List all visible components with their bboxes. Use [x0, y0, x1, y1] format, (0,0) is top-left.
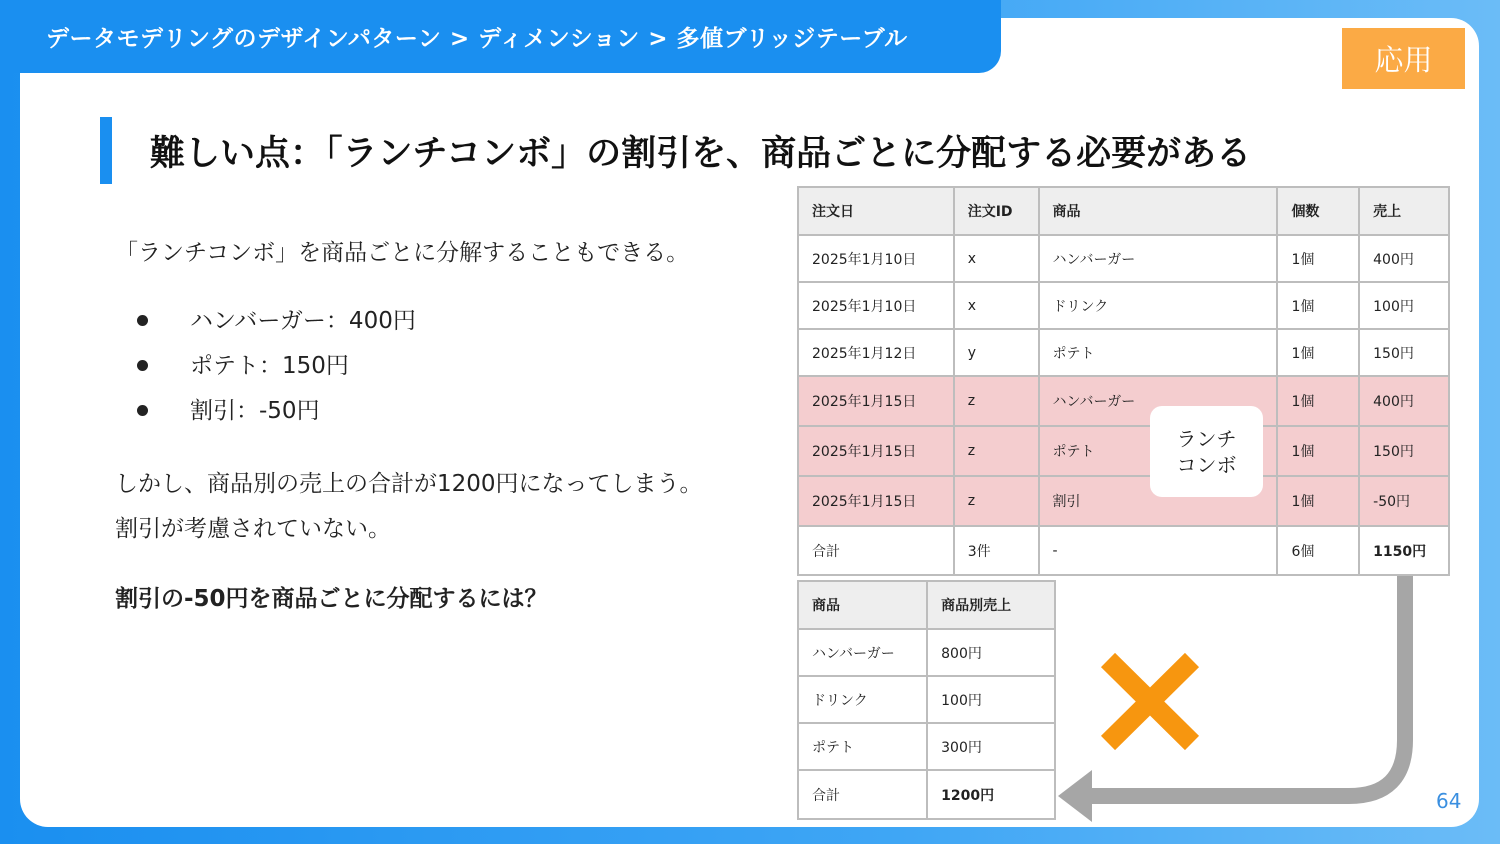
table-cell: 2025年1月15日: [798, 426, 954, 476]
table-cell: 3件: [954, 526, 1039, 575]
problem-text-2: 割引が考慮されていない。: [115, 516, 391, 542]
table-cell: ドリンク: [1039, 282, 1278, 329]
table-cell: 1個: [1277, 282, 1359, 329]
table-cell: 合計: [798, 770, 927, 819]
table-cell: ポテト: [798, 723, 927, 770]
table-cell: x: [954, 235, 1039, 282]
table-cell: y: [954, 329, 1039, 376]
header-cell: 商品: [798, 581, 927, 629]
table-cell: 2025年1月15日: [798, 376, 954, 426]
header-cell: 注文ID: [954, 187, 1039, 235]
question-text: 割引の-50円を商品ごとに分配するには？: [115, 586, 548, 612]
table-cell: 300円: [927, 723, 1055, 770]
table-cell: ポテト: [1039, 329, 1278, 376]
table-cell: 1個: [1277, 329, 1359, 376]
header-cell: 商品: [1039, 187, 1278, 235]
table-cell: 1個: [1277, 476, 1359, 526]
bullet-item: ハンバーガー：400円: [135, 302, 416, 347]
table-cell: 1個: [1277, 426, 1359, 476]
cross-icon: [1108, 660, 1192, 743]
table-cell: 2025年1月15日: [798, 476, 954, 526]
table-cell: 800円: [927, 629, 1055, 676]
table-cell: -: [1039, 526, 1278, 575]
table-cell: 150円: [1359, 426, 1449, 476]
table-cell: 割引: [1039, 476, 1278, 526]
table-cell: 2025年1月10日: [798, 282, 954, 329]
table-cell: ハンバーガー: [798, 629, 927, 676]
table-cell: 1個: [1277, 235, 1359, 282]
table-cell: ポテト: [1039, 426, 1278, 476]
table-cell: 1200円: [927, 770, 1055, 819]
table-cell: 400円: [1359, 235, 1449, 282]
table-cell: ドリンク: [798, 676, 927, 723]
table-cell: 400円: [1359, 376, 1449, 426]
table-cell: 100円: [927, 676, 1055, 723]
problem-text: しかし、商品別の売上の合計が1200円になってしまう。: [115, 471, 703, 497]
table-cell: 合計: [798, 526, 954, 575]
header-cell: 売上: [1359, 187, 1449, 235]
table-cell: 6個: [1277, 526, 1359, 575]
header-cell: 注文日: [798, 187, 954, 235]
table-cell: 150円: [1359, 329, 1449, 376]
page-number: 64: [1436, 789, 1462, 813]
table-cell: 2025年1月10日: [798, 235, 954, 282]
level-tag: 応用: [1342, 28, 1465, 89]
table-cell: ハンバーガー: [1039, 376, 1278, 426]
table-cell: 1個: [1277, 376, 1359, 426]
table-cell: 2025年1月12日: [798, 329, 954, 376]
curved-arrow-icon: [1058, 576, 1405, 822]
header-cell: 商品別売上: [927, 581, 1055, 629]
page-title: 難しい点：「ランチコンボ」の割引を、商品ごとに分配する必要がある: [150, 134, 1252, 174]
table-cell: 1150円: [1359, 526, 1449, 575]
table-cell: 100円: [1359, 282, 1449, 329]
breadcrumb: データモデリングのデザインパターン > ディメンション > 多値ブリッジテーブル: [0, 0, 1001, 73]
table-cell: z: [954, 476, 1039, 526]
table-cell: z: [954, 426, 1039, 476]
table-cell: z: [954, 376, 1039, 426]
combo-label-text: ランチ コンボ: [1176, 426, 1237, 477]
table-cell: ハンバーガー: [1039, 235, 1278, 282]
table-cell: -50円: [1359, 476, 1449, 526]
bullet-item: ポテト：150円: [135, 347, 416, 392]
intro-text: 「ランチコンボ」を商品ごとに分解することもできる。: [115, 240, 690, 266]
header-cell: 個数: [1277, 187, 1359, 235]
table-cell: x: [954, 282, 1039, 329]
bullet-item: 割引：-50円: [135, 392, 416, 437]
